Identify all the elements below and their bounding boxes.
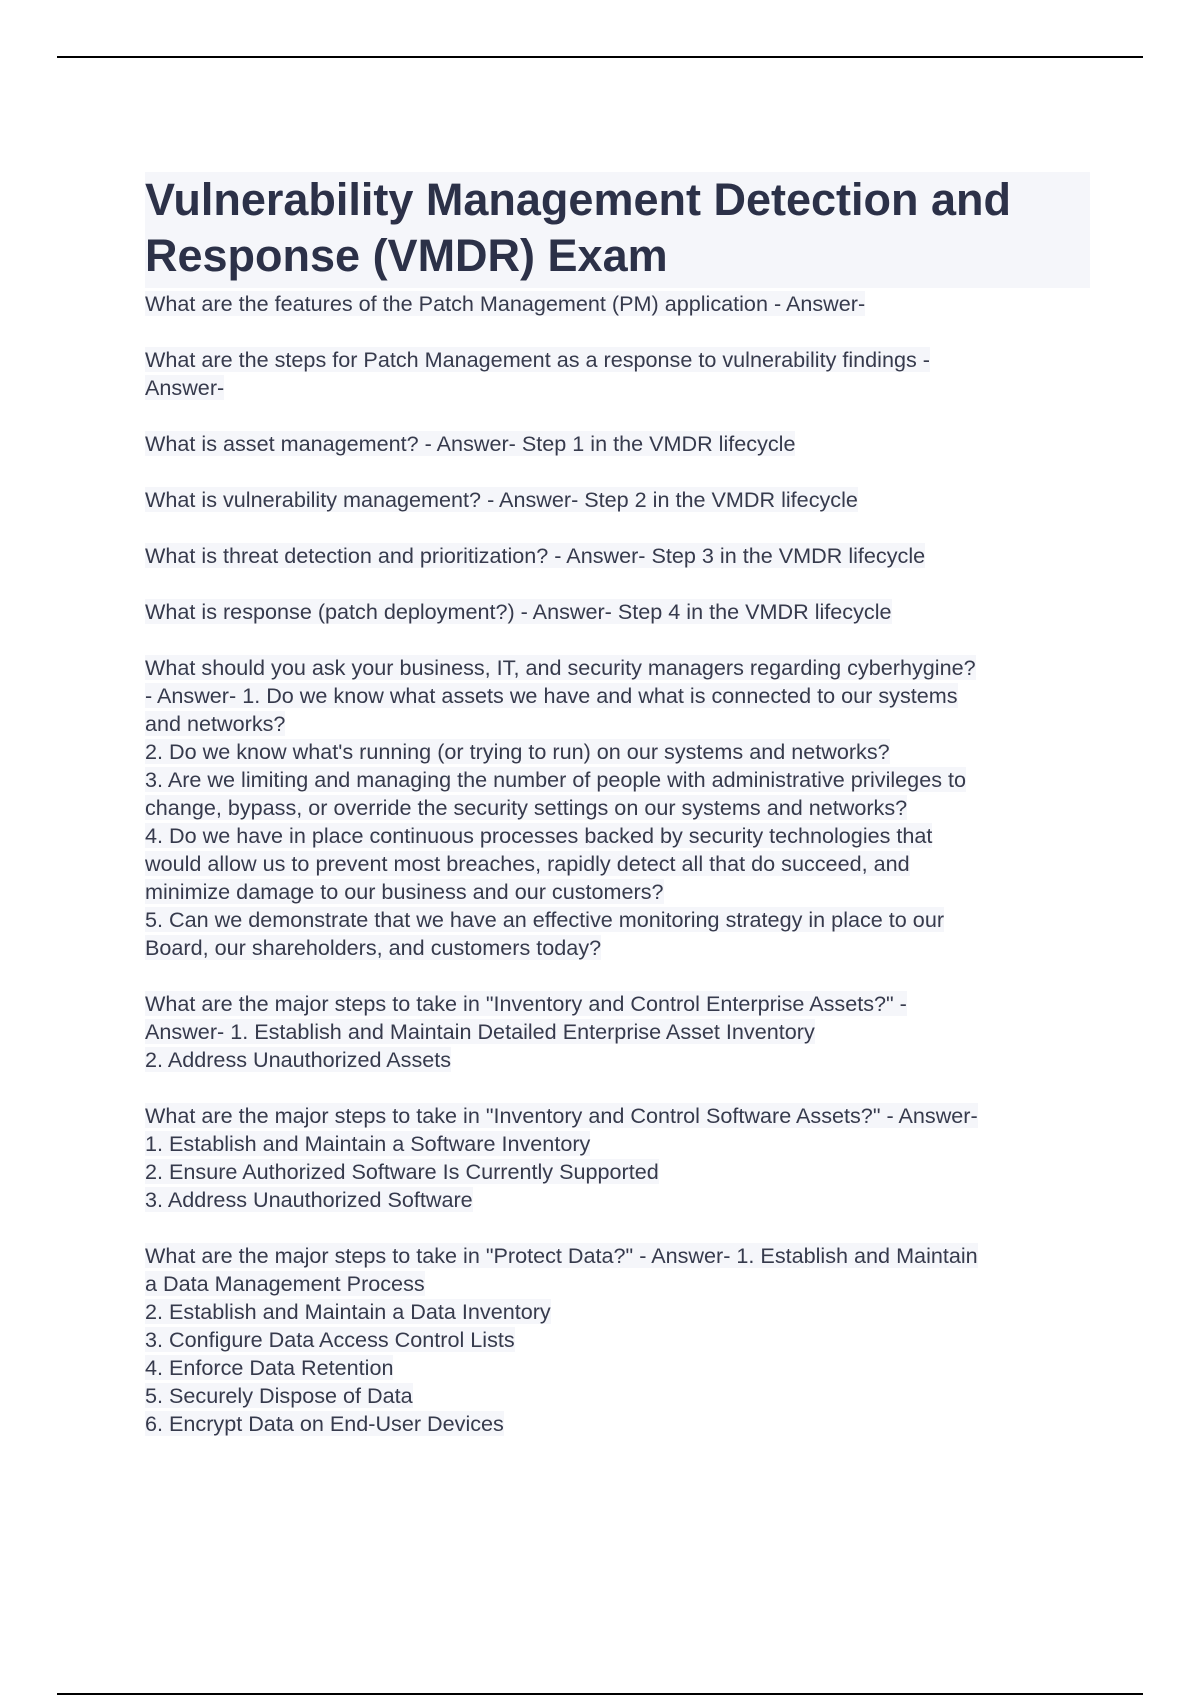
qa-item (145, 486, 1090, 514)
qa-line: What are the features of the Patch Management (PM) application - Answer- (145, 291, 866, 316)
qa-line: What is asset management? - Answer- Step 1 in the VMDR lifecycle (145, 431, 796, 456)
top-rule (57, 56, 1143, 58)
qa-item (145, 1102, 1090, 1214)
qa-line: - Answer- 1. Do we know what assets we have and what is connected to our systems (145, 683, 958, 708)
qa-item (145, 1242, 1090, 1438)
qa-line: What is response (patch deployment?) - Answer- Step 4 in the VMDR lifecycle (145, 599, 892, 624)
qa-line: 2. Address Unauthorized Assets (145, 1047, 452, 1072)
qa-line: Answer- 1. Establish and Maintain Detailed Enterprise Asset Inventory (145, 1019, 815, 1044)
qa-line: What are the steps for Patch Management as a response to vulnerability findings - (145, 347, 930, 372)
qa-line: change, bypass, or override the security settings on our systems and networks? (145, 795, 908, 820)
qa-line: What are the major steps to take in "Inventory and Control Enterprise Assets?" - (145, 991, 907, 1016)
qa-line: 5. Can we demonstrate that we have an effective monitoring strategy in place to our (145, 907, 945, 932)
qa-line: 3. Are we limiting and managing the number of people with administrative privileges to (145, 767, 967, 792)
qa-line: 6. Encrypt Data on End-User Devices (145, 1411, 504, 1436)
page-title (145, 172, 1090, 288)
bottom-rule (57, 1693, 1143, 1695)
qa-item (145, 990, 1090, 1074)
qa-line: What are the major steps to take in "Inventory and Control Software Assets?" - Answer- (145, 1103, 978, 1128)
qa-item (145, 346, 1090, 402)
qa-line: 4. Do we have in place continuous processes backed by security technologies that (145, 823, 933, 848)
qa-item (145, 430, 1090, 458)
qa-line: What are the major steps to take in "Protect Data?" - Answer- 1. Establish and Maintain (145, 1243, 978, 1268)
qa-line: minimize damage to our business and our customers? (145, 879, 664, 904)
qa-line: 3. Configure Data Access Control Lists (145, 1327, 515, 1352)
qa-line: 2. Ensure Authorized Software Is Currently Supported (145, 1159, 659, 1184)
qa-line: a Data Management Process (145, 1271, 425, 1296)
qa-item (145, 654, 1090, 962)
qa-line: What is vulnerability management? - Answer- Step 2 in the VMDR lifecycle (145, 487, 858, 512)
qa-line: 4. Enforce Data Retention (145, 1355, 394, 1380)
title-line-2: Response (VMDR) Exam (145, 230, 668, 281)
qa-line: Board, our shareholders, and customers today? (145, 935, 602, 960)
qa-line: 5. Securely Dispose of Data (145, 1383, 413, 1408)
qa-line: What should you ask your business, IT, and security managers regarding cyberhygine? (145, 655, 976, 680)
qa-line: Answer- (145, 375, 225, 400)
qa-line: 1. Establish and Maintain a Software Inventory (145, 1131, 591, 1156)
qa-item (145, 290, 1090, 318)
title-line-1: Vulnerability Management Detection and (145, 174, 1011, 225)
qa-line: 2. Establish and Maintain a Data Inventory (145, 1299, 551, 1324)
qa-line: 3. Address Unauthorized Software (145, 1187, 473, 1212)
qa-line: would allow us to prevent most breaches, rapidly detect all that do succeed, and (145, 851, 910, 876)
qa-line: and networks? (145, 711, 286, 736)
document-body (145, 172, 1090, 1466)
qa-line: 2. Do we know what's running (or trying to run) on our systems and networks? (145, 739, 890, 764)
qa-item (145, 598, 1090, 626)
qa-line: What is threat detection and prioritization? - Answer- Step 3 in the VMDR lifecycle (145, 543, 926, 568)
qa-item (145, 542, 1090, 570)
